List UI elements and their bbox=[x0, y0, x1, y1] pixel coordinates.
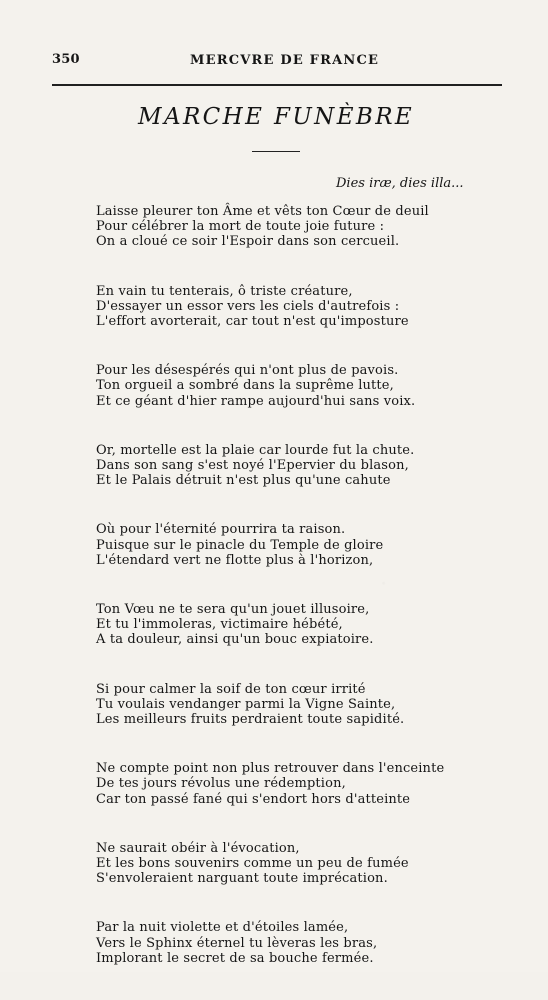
verse-line: Pour célébrer la mort de toute joie future : bbox=[96, 219, 385, 235]
verse-line: Et les bons souvenirs comme un peu de fumée bbox=[96, 856, 409, 872]
verse-line: L'effort avorterait, car tout n'est qu'imposture bbox=[96, 314, 409, 330]
verse-line: Et le Palais détruit n'est plus qu'une cahute bbox=[96, 473, 391, 489]
verse-line: Car ton passé fané qui s'endort hors d'atteinte bbox=[96, 791, 411, 807]
verse-line: D'essayer un essor vers les ciels d'autrefois : bbox=[96, 298, 400, 314]
verse-line: En vain tu tenterais, ô triste créature, bbox=[96, 283, 353, 299]
verse-line: Tu voulais vendanger parmi la Vigne Sainte, bbox=[96, 696, 396, 712]
stanza bbox=[96, 682, 496, 728]
header-rule bbox=[52, 84, 502, 86]
verse-line: De tes jours révolus une rédemption, bbox=[96, 776, 346, 792]
verse-line: Par la nuit violette et d'étoiles lamée, bbox=[96, 920, 349, 936]
stanza bbox=[96, 841, 496, 887]
verse-line: Dans son sang s'est noyé l'Epervier du blason, bbox=[96, 458, 409, 474]
stanza bbox=[96, 443, 496, 489]
verse-line: Ton orgueil a sombré dans la suprême lutte, bbox=[96, 378, 394, 394]
verse-line: Ton Vœu ne te sera qu'un jouet illusoire, bbox=[96, 602, 370, 618]
poem-title: MARCHE FUNÈBRE bbox=[138, 104, 415, 130]
verse-line: Vers le Sphinx éternel tu lèveras les bras, bbox=[96, 935, 378, 951]
running-head: MERCVRE DE FRANCE bbox=[190, 53, 380, 68]
verse-line: Implorant le secret de sa bouche fermée. bbox=[96, 950, 374, 966]
verse-line: S'envoleraient narguant toute imprécation. bbox=[96, 871, 388, 887]
poem-body bbox=[96, 204, 496, 1000]
stanza bbox=[96, 602, 496, 648]
verse-line: Laisse pleurer ton Âme et vêts ton Cœur de deuil bbox=[96, 204, 429, 219]
verse-line: Ne compte point non plus retrouver dans l'enceinte bbox=[96, 761, 445, 777]
verse-line: Où pour l'éternité pourrira ta raison. bbox=[96, 522, 346, 538]
verse-line: Puisque sur le pinacle du Temple de gloire bbox=[96, 537, 384, 553]
stanza bbox=[96, 522, 496, 568]
verse-line: A ta douleur, ainsi qu'un bouc expiatoire. bbox=[96, 632, 374, 648]
verse-line: L'étendard vert ne flotte plus à l'horizon, bbox=[96, 552, 374, 568]
stanza bbox=[96, 284, 496, 330]
title-rule bbox=[252, 151, 300, 152]
verse-line: Ne saurait obéir à l'évocation, bbox=[96, 840, 300, 856]
page-number: 350 bbox=[52, 52, 80, 67]
verse-line: On a cloué ce soir l'Espoir dans son cercueil. bbox=[96, 234, 400, 250]
verse-line: Les meilleurs fruits perdraient toute sapidité. bbox=[96, 712, 405, 728]
verse-line: Si pour calmer la soif de ton cœur irrité bbox=[96, 681, 366, 697]
stanza bbox=[96, 761, 496, 807]
stanza bbox=[96, 920, 496, 966]
stanza bbox=[96, 363, 496, 409]
verse-line: Et ce géant d'hier rampe aujourd'hui sans voix. bbox=[96, 393, 416, 409]
page-header bbox=[52, 52, 500, 74]
verse-line: Et tu l'immoleras, victimaire hébété, bbox=[96, 617, 343, 633]
stanza bbox=[96, 204, 496, 250]
verse-line: Or, mortelle est la plaie car lourde fut la chute. bbox=[96, 442, 415, 458]
epigraph: Dies iræ, dies illa... bbox=[336, 176, 464, 191]
verse-line: Pour les désespérés qui n'ont plus de pavois. bbox=[96, 363, 399, 379]
